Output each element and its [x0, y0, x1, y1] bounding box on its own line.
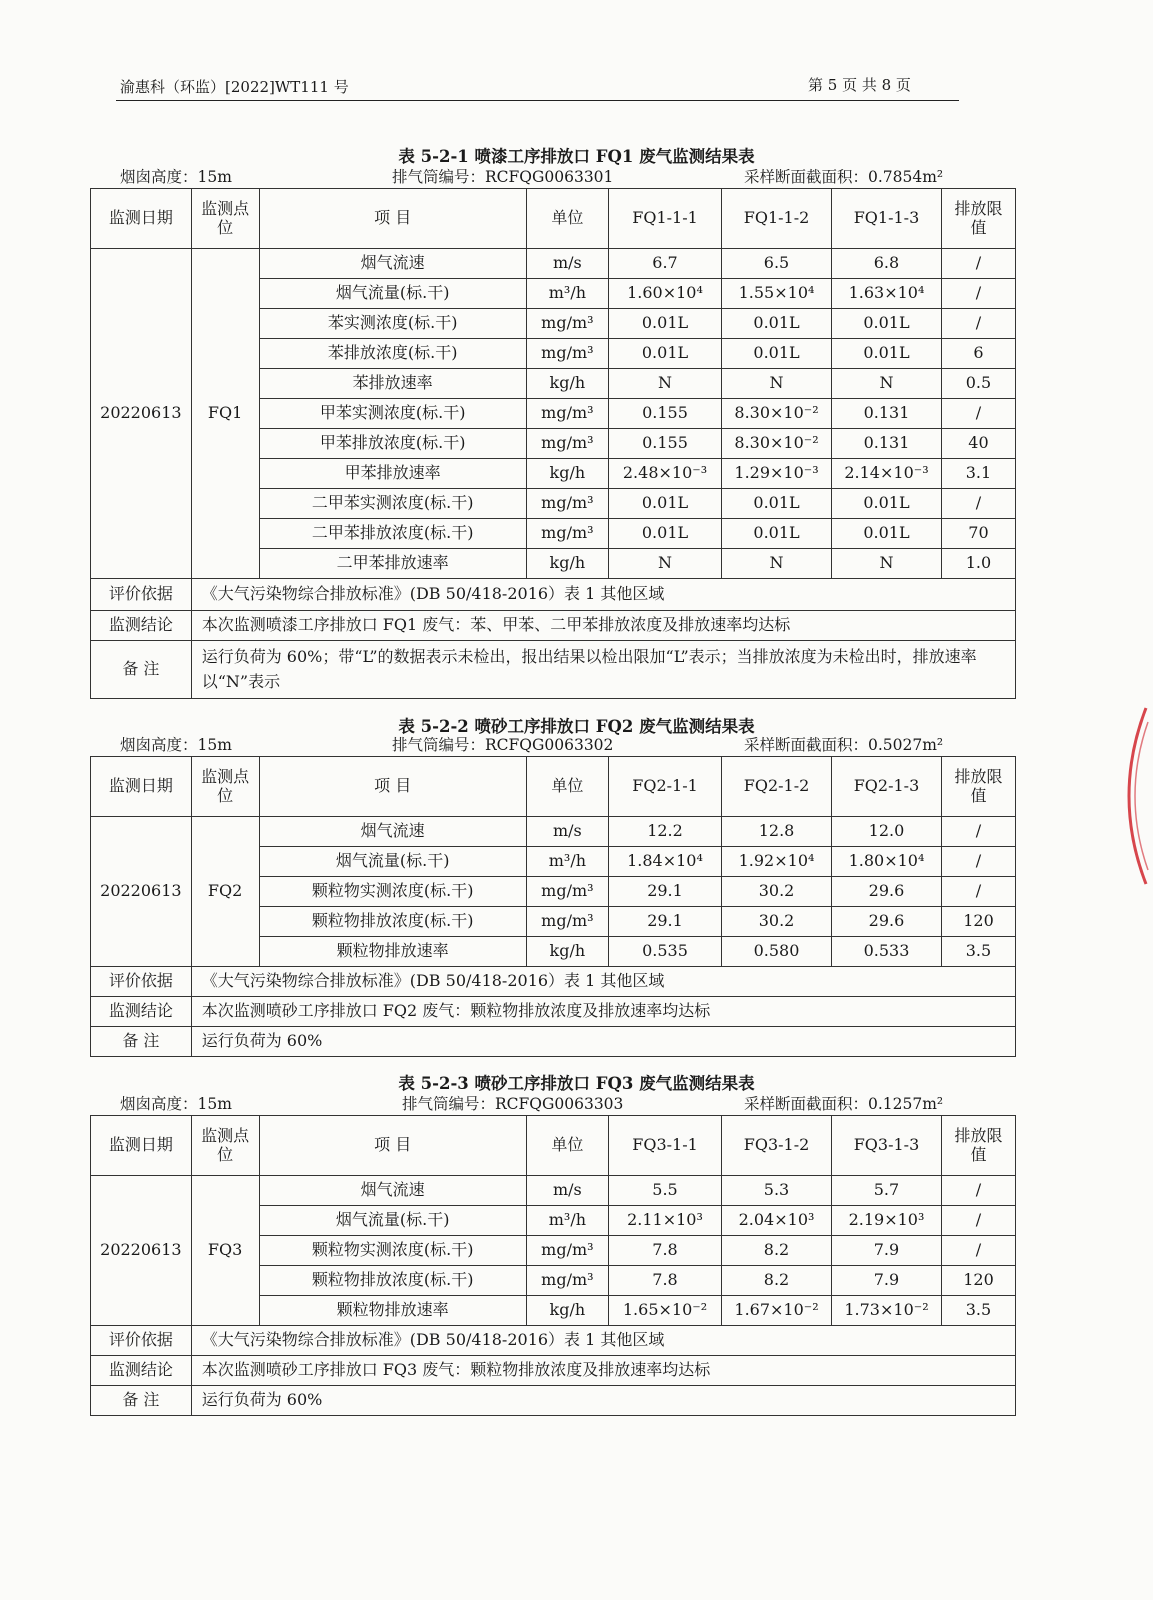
remarks-row	[91, 1027, 1016, 1057]
sample-value: 0.01L	[832, 309, 942, 339]
sample-value: 0.01L	[832, 339, 942, 369]
remarks-row	[91, 641, 1016, 699]
sample-value: 1.60×10⁴	[608, 279, 721, 309]
item-name: 颗粒物排放浓度(标.干)	[259, 1266, 526, 1296]
limit-value: /	[941, 817, 1015, 847]
exhaust-pipe-number: 排气筒编号：RCFQG0063301	[392, 168, 614, 186]
sample-value: N	[832, 549, 942, 579]
results-table	[90, 1115, 1016, 1416]
header-sample: FQ3-1-1	[608, 1116, 721, 1176]
sample-value: 0.01L	[832, 489, 942, 519]
item-unit: m/s	[526, 249, 608, 279]
sample-value: 0.535	[608, 937, 721, 967]
item-name: 烟气流速	[259, 249, 526, 279]
monitor-point: FQ1	[191, 249, 259, 579]
header-date: 监测日期	[91, 1116, 192, 1176]
header-limit: 排放限值	[941, 757, 1015, 817]
sample-value: 1.73×10⁻²	[832, 1296, 942, 1326]
header-unit: 单位	[526, 189, 608, 249]
header-date: 监测日期	[91, 189, 192, 249]
sample-value: 0.155	[608, 399, 721, 429]
sampling-area: 采样断面截面积：0.5027m²	[744, 736, 944, 754]
results-table	[90, 756, 1016, 1057]
sample-value: 30.2	[722, 877, 832, 907]
monitor-point: FQ2	[191, 817, 259, 967]
item-unit: mg/m³	[526, 519, 608, 549]
sample-value: 12.2	[608, 817, 721, 847]
header-sample: FQ1-1-1	[608, 189, 721, 249]
sample-value: 0.01L	[722, 489, 832, 519]
limit-value: 3.5	[941, 937, 1015, 967]
evaluation-basis-text: 《大气污染物综合排放标准》(DB 50/418-2016）表 1 其他区域	[191, 579, 1015, 611]
sample-value: N	[608, 549, 721, 579]
sample-value: 12.8	[722, 817, 832, 847]
monitoring-conclusion-text: 本次监测喷砂工序排放口 FQ2 废气：颗粒物排放浓度及排放速率均达标	[191, 997, 1015, 1027]
sample-value: 8.30×10⁻²	[722, 429, 832, 459]
header-limit: 排放限值	[941, 189, 1015, 249]
item-unit: mg/m³	[526, 1236, 608, 1266]
document-number: 渝惠科（环监）[2022]WT111 号	[120, 78, 349, 96]
item-name: 甲苯实测浓度(标.干)	[259, 399, 526, 429]
sample-value: 29.1	[608, 907, 721, 937]
monitor-date: 20220613	[91, 817, 192, 967]
header-point	[191, 1116, 259, 1176]
sample-value: 0.01L	[608, 519, 721, 549]
header-point-text: 监测点位	[201, 767, 250, 805]
limit-value: 0.5	[941, 369, 1015, 399]
header-sample: FQ2-1-2	[722, 757, 832, 817]
table-row	[91, 817, 1016, 847]
evaluation-basis-text: 《大气污染物综合排放标准》(DB 50/418-2016）表 1 其他区域	[191, 1326, 1015, 1356]
limit-value: 3.5	[941, 1296, 1015, 1326]
item-unit: kg/h	[526, 459, 608, 489]
sample-value: 0.01L	[608, 489, 721, 519]
sample-value: 6.5	[722, 249, 832, 279]
limit-value: /	[941, 279, 1015, 309]
item-unit: mg/m³	[526, 309, 608, 339]
limit-value: /	[941, 1236, 1015, 1266]
item-unit: mg/m³	[526, 877, 608, 907]
item-name: 颗粒物实测浓度(标.干)	[259, 1236, 526, 1266]
evaluation-basis-text: 《大气污染物综合排放标准》(DB 50/418-2016）表 1 其他区域	[191, 967, 1015, 997]
item-name: 颗粒物实测浓度(标.干)	[259, 877, 526, 907]
item-unit: kg/h	[526, 937, 608, 967]
sample-value: 29.1	[608, 877, 721, 907]
limit-value: 120	[941, 1266, 1015, 1296]
sample-value: N	[832, 369, 942, 399]
sample-value: 0.533	[832, 937, 942, 967]
sample-value: 0.01L	[722, 339, 832, 369]
sample-value: 6.7	[608, 249, 721, 279]
exhaust-pipe-number: 排气筒编号：RCFQG0063302	[392, 736, 614, 754]
sample-value: 0.01L	[832, 519, 942, 549]
remarks-label: 备 注	[91, 1386, 192, 1416]
sample-value: N	[722, 369, 832, 399]
limit-value: 1.0	[941, 549, 1015, 579]
table-header-row	[91, 1116, 1016, 1176]
item-unit: mg/m³	[526, 489, 608, 519]
table-caption: 表 5-2-2 喷砂工序排放口 FQ2 废气监测结果表	[398, 717, 755, 736]
table-header-row	[91, 757, 1016, 817]
monitoring-conclusion-label: 监测结论	[91, 1356, 192, 1386]
header-unit: 单位	[526, 1116, 608, 1176]
monitoring-conclusion-text: 本次监测喷漆工序排放口 FQ1 废气：苯、甲苯、二甲苯排放浓度及排放速率均达标	[191, 611, 1015, 641]
header-item: 项 目	[259, 1116, 526, 1176]
limit-value: /	[941, 249, 1015, 279]
sample-value: 1.84×10⁴	[608, 847, 721, 877]
header-unit: 单位	[526, 757, 608, 817]
item-name: 颗粒物排放速率	[259, 937, 526, 967]
sample-value: 5.5	[608, 1176, 721, 1206]
limit-value: 120	[941, 907, 1015, 937]
item-unit: mg/m³	[526, 429, 608, 459]
table-caption: 表 5-2-1 喷漆工序排放口 FQ1 废气监测结果表	[398, 147, 755, 166]
table-caption: 表 5-2-3 喷砂工序排放口 FQ3 废气监测结果表	[398, 1074, 755, 1093]
sample-value: 2.11×10³	[608, 1206, 721, 1236]
limit-value: /	[941, 847, 1015, 877]
item-name: 颗粒物排放速率	[259, 1296, 526, 1326]
remarks-text: 运行负荷为 60%	[191, 1386, 1015, 1416]
remarks-text: 运行负荷为 60%	[191, 1027, 1015, 1057]
item-unit: kg/h	[526, 1296, 608, 1326]
evaluation-basis-label: 评价依据	[91, 967, 192, 997]
table-row	[91, 1176, 1016, 1206]
header-point	[191, 189, 259, 249]
header-sample: FQ3-1-3	[832, 1116, 942, 1176]
item-name: 烟气流量(标.干)	[259, 1206, 526, 1236]
limit-value: /	[941, 1206, 1015, 1236]
item-unit: m³/h	[526, 847, 608, 877]
item-name: 二甲苯排放速率	[259, 549, 526, 579]
page-indicator: 第 5 页 共 8 页	[808, 76, 911, 94]
header-sample: FQ2-1-3	[832, 757, 942, 817]
sample-value: 7.8	[608, 1266, 721, 1296]
header-sample: FQ3-1-2	[722, 1116, 832, 1176]
item-name: 颗粒物排放浓度(标.干)	[259, 907, 526, 937]
sample-value: 8.30×10⁻²	[722, 399, 832, 429]
evaluation-basis-row	[91, 579, 1016, 611]
sample-value: 8.2	[722, 1236, 832, 1266]
item-name: 甲苯排放速率	[259, 459, 526, 489]
item-name: 苯实测浓度(标.干)	[259, 309, 526, 339]
header-item: 项 目	[259, 189, 526, 249]
item-unit: kg/h	[526, 549, 608, 579]
limit-value: 40	[941, 429, 1015, 459]
sample-value: 0.131	[832, 429, 942, 459]
header-point	[191, 757, 259, 817]
item-unit: m³/h	[526, 1206, 608, 1236]
sample-value: 2.19×10³	[832, 1206, 942, 1236]
sampling-area: 采样断面截面积：0.7854m²	[744, 168, 944, 186]
item-unit: m³/h	[526, 279, 608, 309]
header-point-text: 监测点位	[201, 1126, 250, 1164]
evaluation-basis-label: 评价依据	[91, 1326, 192, 1356]
item-unit: m/s	[526, 817, 608, 847]
sample-value: 2.48×10⁻³	[608, 459, 721, 489]
table-header-row	[91, 189, 1016, 249]
sample-value: 0.155	[608, 429, 721, 459]
limit-value: 6	[941, 339, 1015, 369]
limit-value: 70	[941, 519, 1015, 549]
sample-value: 1.80×10⁴	[832, 847, 942, 877]
sample-value: 5.3	[722, 1176, 832, 1206]
item-name: 二甲苯实测浓度(标.干)	[259, 489, 526, 519]
limit-value: /	[941, 489, 1015, 519]
sample-value: 6.8	[832, 249, 942, 279]
header-limit: 排放限值	[941, 1116, 1015, 1176]
sample-value: 0.01L	[722, 309, 832, 339]
sample-value: 5.7	[832, 1176, 942, 1206]
item-name: 烟气流速	[259, 1176, 526, 1206]
sample-value: 7.9	[832, 1266, 942, 1296]
monitoring-conclusion-label: 监测结论	[91, 997, 192, 1027]
sample-value: 30.2	[722, 907, 832, 937]
monitoring-conclusion-row	[91, 611, 1016, 641]
results-table	[90, 188, 1016, 699]
chimney-height: 烟囱高度：15m	[120, 168, 232, 186]
evaluation-basis-row	[91, 1326, 1016, 1356]
sample-value: 7.9	[832, 1236, 942, 1266]
item-unit: kg/h	[526, 369, 608, 399]
chimney-height: 烟囱高度：15m	[120, 1095, 232, 1113]
sample-value: 0.131	[832, 399, 942, 429]
monitoring-conclusion-row	[91, 997, 1016, 1027]
sample-value: 8.2	[722, 1266, 832, 1296]
remarks-row	[91, 1386, 1016, 1416]
item-unit: mg/m³	[526, 907, 608, 937]
sample-value: 12.0	[832, 817, 942, 847]
header-sample: FQ1-1-3	[832, 189, 942, 249]
item-name: 烟气流量(标.干)	[259, 279, 526, 309]
item-name: 烟气流速	[259, 817, 526, 847]
evaluation-basis-row	[91, 967, 1016, 997]
evaluation-basis-label: 评价依据	[91, 579, 192, 611]
limit-value: /	[941, 399, 1015, 429]
sample-value: N	[608, 369, 721, 399]
header-sample: FQ1-1-2	[722, 189, 832, 249]
header-rule	[116, 100, 959, 101]
sample-value: 0.01L	[608, 309, 721, 339]
header-item: 项 目	[259, 757, 526, 817]
sample-value: 1.67×10⁻²	[722, 1296, 832, 1326]
monitor-date: 20220613	[91, 249, 192, 579]
monitoring-conclusion-text: 本次监测喷砂工序排放口 FQ3 废气：颗粒物排放浓度及排放速率均达标	[191, 1356, 1015, 1386]
remarks-label: 备 注	[91, 1027, 192, 1057]
item-name: 甲苯排放浓度(标.干)	[259, 429, 526, 459]
sample-value: 1.63×10⁴	[832, 279, 942, 309]
sample-value: 2.14×10⁻³	[832, 459, 942, 489]
item-name: 苯排放浓度(标.干)	[259, 339, 526, 369]
header-date: 监测日期	[91, 757, 192, 817]
monitoring-conclusion-label: 监测结论	[91, 611, 192, 641]
item-unit: m/s	[526, 1176, 608, 1206]
limit-value: 3.1	[941, 459, 1015, 489]
chimney-height: 烟囱高度：15m	[120, 736, 232, 754]
header-sample: FQ2-1-1	[608, 757, 721, 817]
item-unit: mg/m³	[526, 1266, 608, 1296]
sample-value: 29.6	[832, 877, 942, 907]
table-row	[91, 249, 1016, 279]
sample-value: 0.01L	[722, 519, 832, 549]
sample-value: N	[722, 549, 832, 579]
sample-value: 1.65×10⁻²	[608, 1296, 721, 1326]
sample-value: 29.6	[832, 907, 942, 937]
sample-value: 0.01L	[608, 339, 721, 369]
monitor-date: 20220613	[91, 1176, 192, 1326]
sample-value: 1.29×10⁻³	[722, 459, 832, 489]
sample-value: 7.8	[608, 1236, 721, 1266]
item-name: 二甲苯排放浓度(标.干)	[259, 519, 526, 549]
header-point-text: 监测点位	[201, 199, 250, 237]
sample-value: 1.55×10⁴	[722, 279, 832, 309]
sample-value: 1.92×10⁴	[722, 847, 832, 877]
monitoring-conclusion-row	[91, 1356, 1016, 1386]
sample-value: 0.580	[722, 937, 832, 967]
monitor-point: FQ3	[191, 1176, 259, 1326]
item-unit: mg/m³	[526, 339, 608, 369]
remarks-text: 运行负荷为 60%；带“L”的数据表示未检出，报出结果以检出限加“L”表示；当排放浓度为未检出时，排放速率以“N”表示	[191, 641, 1015, 699]
limit-value: /	[941, 1176, 1015, 1206]
limit-value: /	[941, 309, 1015, 339]
item-name: 烟气流量(标.干)	[259, 847, 526, 877]
item-unit: mg/m³	[526, 399, 608, 429]
remarks-label: 备 注	[91, 641, 192, 699]
limit-value: /	[941, 877, 1015, 907]
inspection-stamp	[1098, 706, 1150, 886]
sample-value: 2.04×10³	[722, 1206, 832, 1236]
item-name: 苯排放速率	[259, 369, 526, 399]
sampling-area: 采样断面截面积：0.1257m²	[744, 1095, 944, 1113]
exhaust-pipe-number: 排气筒编号：RCFQG0063303	[402, 1095, 624, 1113]
